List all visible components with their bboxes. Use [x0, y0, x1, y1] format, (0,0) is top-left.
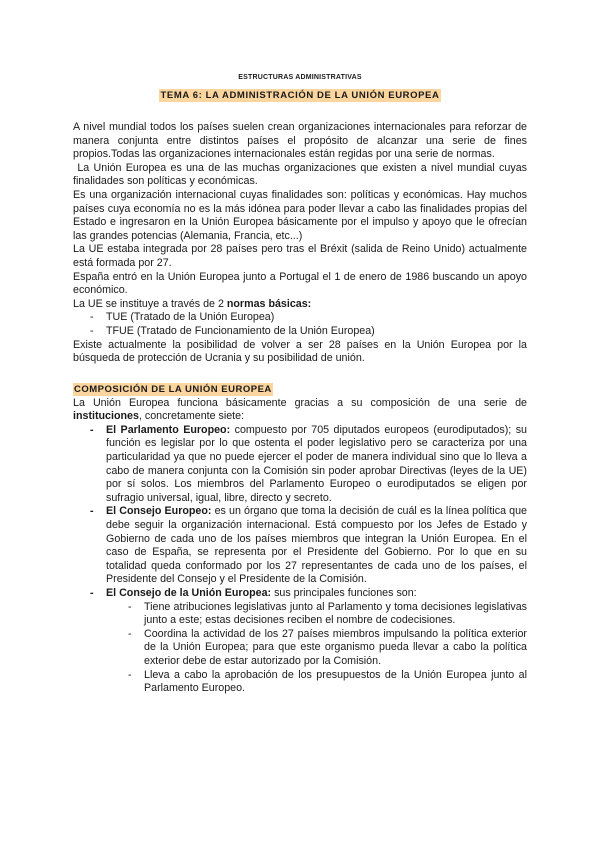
- composition-intro-text: La Unión Europea funciona básicamente gracias a su composición de una serie de: [73, 396, 527, 409]
- list-item: - TFUE (Tratado de Funcionamiento de la Unión Europea): [106, 325, 527, 339]
- intro-paragraph-3: Es una organización internacional cuyas finalidades son: políticas y económicas. Hay muchos países cuya economía no es la más idónea para poder llevar a cabo las finalidades propias del Estado e ingresaron en la Unión Europea básicamente por el impulso y apoyo que le ofrecían las grandes potencias (Alemania, Francia, etc...): [73, 188, 527, 242]
- institution-eu-council: [106, 587, 527, 696]
- composition-intro-end: , concretamente siete:: [138, 410, 245, 423]
- norms-list: [73, 311, 527, 338]
- intro-paragraph-1: A nivel mundial todos los países suelen crean organizaciones internacionales para reforzar de manera conjunta entre distintos países el propósito de alcanzar una serie de fines propios.Todas las organizaciones internacionales están regidas por una serie de normas.: [73, 121, 527, 161]
- institution-name: El Consejo de la Unión Europea:: [106, 587, 272, 599]
- composition-intro: [73, 397, 527, 424]
- institutions-list: [73, 424, 527, 696]
- intro-paragraph-2: La Unión Europea es una de las muchas organizaciones que existen a nivel mundial cuyas finalidades son políticas y económicas.: [73, 161, 530, 188]
- composition-heading: [73, 384, 527, 395]
- intro-paragraph-7: Existe actualmente la posibilidad de volver a ser 28 países en la Unión Europea por la búsqueda de protección de Ucrania y su posibilidad de unión.: [73, 338, 527, 365]
- list-item: - TUE (Tratado de la Unión Europea): [106, 311, 527, 325]
- institution-european-council: [106, 505, 527, 587]
- institution-description: compuesto por 705 diputados europeos (eurodiputados); su función es legislar por lo que ostenta el poder legislativo pero se caracteriza por una particularidad ya que no puede ejercer el poder de manera individual sino que lo lleva a cabo de manera conjunta con la Comisión sin poder aprobar Directivas (leyes de la UE) por sí solos. Los miembros del Parlamento Europeo o eurodiputados se eligen por sufragio universal, igual, libre, directo y secreto.: [106, 423, 527, 504]
- council-functions-list: [106, 601, 527, 696]
- document-label: ESTRUCTURAS ADMINISTRATIVAS: [238, 74, 362, 81]
- institution-parliament: [106, 424, 527, 506]
- norms-intro-bold: normas básicas:: [226, 297, 312, 310]
- institution-name: El Parlamento Europeo:: [106, 423, 231, 436]
- list-item: - Tiene atribuciones legislativas junto al Parlamento y toma decisiones legislativas junto a este; estas decisiones reciben el nombre de codecisiones.: [144, 601, 527, 628]
- composition-intro-bold: instituciones: [73, 410, 139, 423]
- norms-intro-text: La UE se instituye a través de 2: [73, 297, 227, 310]
- document-title: [73, 85, 527, 103]
- list-item: - Coordina la actividad de los 27 países miembros impulsando la política exterior de la Unión Europea; para que este organismo pueda llevar a cabo la política exterior debe de estar autorizado por la Comisión.: [144, 628, 527, 669]
- intro-paragraph-4: La UE estaba integrada por 28 países pero tras el Bréxit (salida de Reino Unido) actualmente está formada por 27.: [73, 243, 527, 269]
- composition-heading-text: COMPOSICIÓN DE LA UNIÓN EUROPEA: [74, 383, 272, 395]
- intro-paragraph-5: España entró en la Unión Europea junto a Portugal el 1 de enero de 1986 buscando un apoyo económico.: [73, 270, 527, 297]
- document-title-text: TEMA 6: LA ADMINISTRACIÓN DE LA UNIÓN EUROPEA: [160, 90, 440, 101]
- institution-name: El Consejo Europeo:: [106, 505, 212, 518]
- intro-paragraph-6: [73, 298, 527, 312]
- institution-description: sus principales funciones son:: [271, 587, 417, 599]
- institution-description: es un órgano que toma la decisión de cuál es la línea política que debe seguir la organización internacional. Está compuesto por los Jefes de Estado y Gobierno de cada uno de los países miembros que integran la Unión Europea. En el caso de España, se representa por el Presidente del Gobierno. Por lo que en su totalidad queda conformado por los 27 representantes de cada uno de los países, el Presidente del Consejo y el Presidente de la Comisión.: [106, 505, 527, 586]
- composition-section: [73, 397, 527, 696]
- list-item: - Lleva a cabo la aprobación de los presupuestos de la Unión Europea junto al Parlamento Europeo.: [144, 669, 527, 696]
- intro-section: [73, 121, 530, 366]
